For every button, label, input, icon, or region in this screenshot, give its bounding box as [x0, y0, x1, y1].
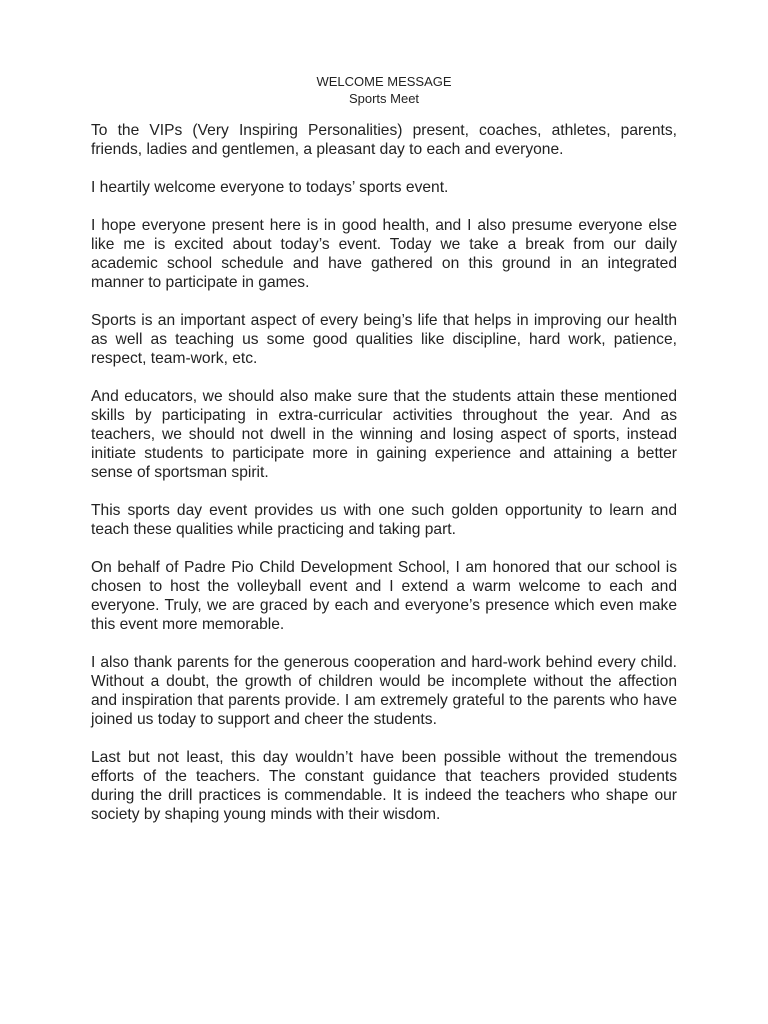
paragraph: I also thank parents for the generous cooperation and hard-work behind every child. Without a doubt, the growth of children would be incomplete without the affection and inspiration that parents provide. I am extremely grateful to the parents who have joined us today to support and cheer the students.	[91, 654, 677, 728]
document-body	[91, 121, 677, 843]
paragraph: Sports is an important aspect of every being’s life that helps in improving our health as well as teaching us some good qualities like discipline, hard work, patience, respect, team-work, etc.	[91, 312, 677, 367]
document-header	[0, 73, 768, 107]
document-title: WELCOME MESSAGE	[316, 74, 452, 89]
paragraph: I heartily welcome everyone to todays’ sports event.	[91, 179, 449, 196]
paragraph: And educators, we should also make sure that the students attain these mentioned skills by participating in extra-curricular activities throughout the year. And as teachers, we should not dwell in the winning and losing aspect of sports, instead initiate students to participate more in gaining experience and attaining a better sense of sportsman spirit.	[91, 388, 677, 481]
paragraph: To the VIPs (Very Inspiring Personalities) present, coaches, athletes, parents, friends, ladies and gentlemen, a pleasant day to each and everyone.	[91, 122, 677, 158]
paragraph: Last but not least, this day wouldn’t have been possible without the tremendous efforts of the teachers. The constant guidance that teachers provided students during the drill practices is commendable. It is indeed the teachers who shape our society by shaping young minds with their wisdom.	[91, 749, 677, 823]
paragraph: On behalf of Padre Pio Child Development School, I am honored that our school is chosen to host the volleyball event and I extend a warm welcome to each and everyone. Truly, we are graced by each and everyone’s presence which even make this event more memorable.	[91, 559, 677, 633]
document-subtitle: Sports Meet	[348, 91, 420, 106]
paragraph: I hope everyone present here is in good health, and I also presume everyone else like me is excited about today’s event. Today we take a break from our daily academic school schedule and have gathered on this ground in an integrated manner to participate in games.	[91, 217, 677, 291]
paragraph: This sports day event provides us with one such golden opportunity to learn and teach these qualities while practicing and taking part.	[91, 502, 677, 538]
